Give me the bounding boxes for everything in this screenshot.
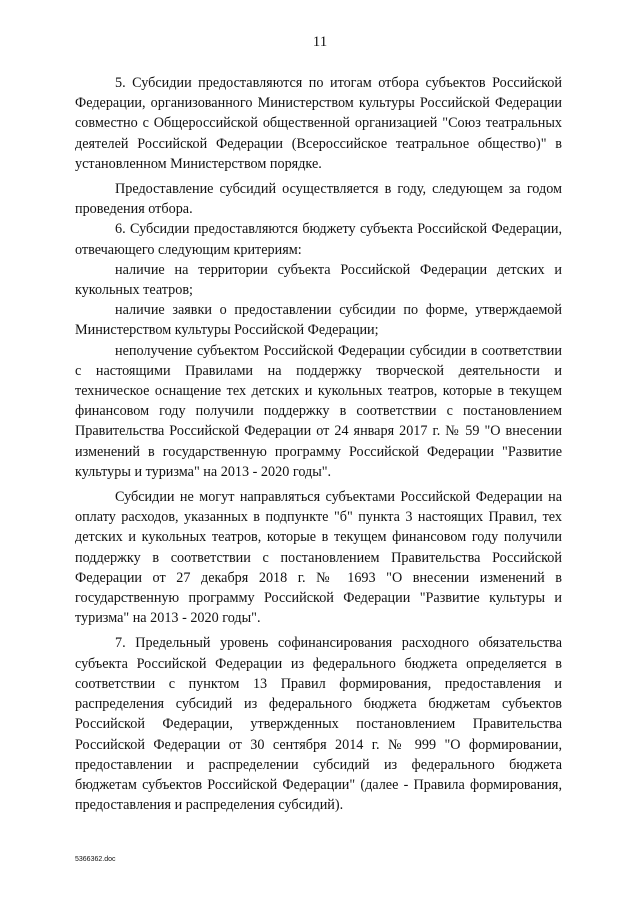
criterion-non-receipt: неполучение субъектом Российской Федерации субсидии в соответствии с настоящими Правилами на поддержку творческой деятельности и техническое оснащение тех детских и кукольных театров, которые в текущем финансовом году получили поддержку в соответствии с постановлением Правительства Российской Федерации от 24 января 2017 г. № 59 "О внесении изменений в государственную программу Российской Федерации "Развитие культуры и туризма" на 2013 - 2020 годы". (75, 342, 562, 480)
criterion-theaters: наличие на территории субъекта Российской Федерации детских и кукольных театров; (75, 261, 562, 299)
paragraph-7-cofinancing: 7. Предельный уровень софинансирования расходного обязательства субъекта Российской Федерации из федерального бюджета определяется в соответствии с пунктом 13 Правил формирования, предоставления и распределения субсидий из федерального бюджета бюджетам субъектов Российской Федерации, утвержденных постановлением Правительства Российской Федерации от 30 сентября 2014 г. № 999 "О формировании, предоставлении и распределении субсидий из федерального бюджета бюджетам субъектов Российской Федерации" (далее - Правила формирования, предоставления и распределения субсидий). (75, 635, 562, 814)
paragraph-6-criteria: 6. Субсидии предоставляются бюджету субъекта Российской Федерации, отвечающего следующим критериям: (75, 221, 562, 258)
page-number: 11 (312, 34, 328, 50)
paragraph-5-selection: 5. Субсидии предоставляются по итогам отбора субъектов Российской Федерации, организованного Министерством культуры Российской Федерации совместно с Общероссийской общественной организацией "Союз театральных деятелей Российской Федерации (Всероссийское театральное общество)" в установленном Министерством порядке. (75, 75, 562, 172)
paragraph-subsidy-restriction: Субсидии не могут направляться субъектами Российской Федерации на оплату расходов, указанных в подпункте "б" пункта 3 настоящих Правил, тех детских и кукольных театров, которые в текущем финансовом году получили поддержку в соответствии с постановлением Правительства Российской Федерации от 27 декабря 2018 г. № 1693 "О внесении изменений в государственную программу Российской Федерации "Развитие культуры и туризма" на 2013 - 2020 годы". (75, 489, 562, 627)
document-body (75, 73, 562, 815)
footer-filename: 5366362.doc (75, 856, 116, 863)
criterion-application: наличие заявки о предоставлении субсидии по форме, утверждаемой Министерством культуры Российской Федерации; (75, 302, 562, 339)
paragraph-subsidy-timing: Предоставление субсидий осуществляется в году, следующем за годом проведения отбора. (75, 181, 562, 218)
